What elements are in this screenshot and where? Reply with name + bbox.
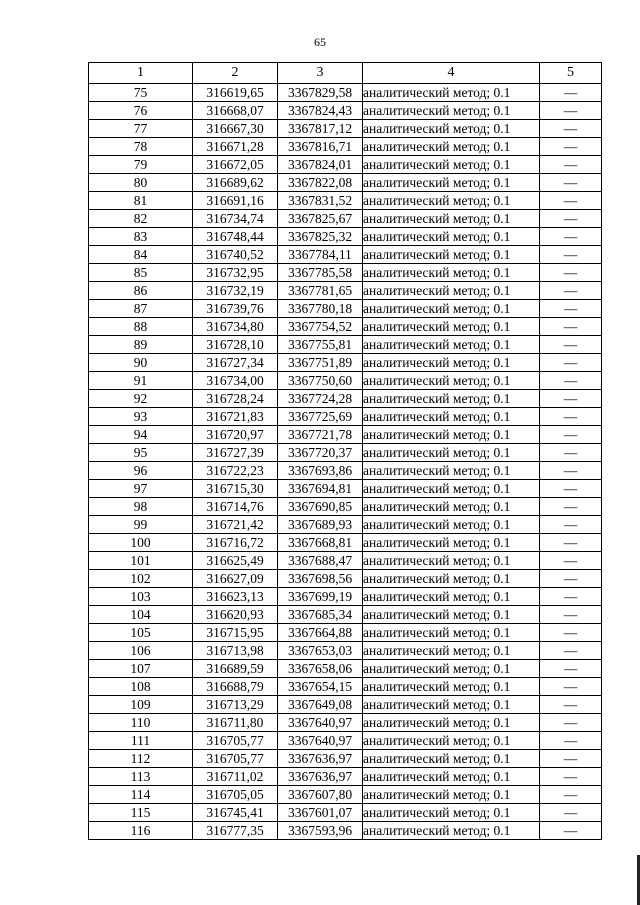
y-coordinate-cell: 3367636,97 bbox=[278, 750, 363, 768]
point-number-cell: 85 bbox=[89, 264, 193, 282]
point-number-cell: 105 bbox=[89, 624, 193, 642]
x-coordinate-cell: 316691,16 bbox=[193, 192, 278, 210]
y-coordinate-cell: 3367694,81 bbox=[278, 480, 363, 498]
x-coordinate-cell: 316689,62 bbox=[193, 174, 278, 192]
y-coordinate-cell: 3367668,81 bbox=[278, 534, 363, 552]
y-coordinate-cell: 3367785,58 bbox=[278, 264, 363, 282]
point-number-cell: 83 bbox=[89, 228, 193, 246]
table-row bbox=[89, 174, 602, 192]
method-cell: аналитический метод; 0.1 bbox=[363, 714, 540, 732]
table-row bbox=[89, 336, 602, 354]
description-cell: — bbox=[540, 768, 602, 786]
method-cell: аналитический метод; 0.1 bbox=[363, 786, 540, 804]
description-cell: — bbox=[540, 282, 602, 300]
y-coordinate-cell: 3367831,52 bbox=[278, 192, 363, 210]
point-number-cell: 90 bbox=[89, 354, 193, 372]
y-coordinate-cell: 3367720,37 bbox=[278, 444, 363, 462]
y-coordinate-cell: 3367784,11 bbox=[278, 246, 363, 264]
x-coordinate-cell: 316727,34 bbox=[193, 354, 278, 372]
description-cell: — bbox=[540, 552, 602, 570]
point-number-cell: 95 bbox=[89, 444, 193, 462]
table-row bbox=[89, 300, 602, 318]
y-coordinate-cell: 3367750,60 bbox=[278, 372, 363, 390]
method-cell: аналитический метод; 0.1 bbox=[363, 318, 540, 336]
table-row bbox=[89, 552, 602, 570]
description-cell: — bbox=[540, 696, 602, 714]
y-coordinate-cell: 3367754,52 bbox=[278, 318, 363, 336]
description-cell: — bbox=[540, 444, 602, 462]
table-row bbox=[89, 480, 602, 498]
description-cell: — bbox=[540, 102, 602, 120]
coordinates-table bbox=[88, 62, 602, 840]
point-number-cell: 75 bbox=[89, 84, 193, 102]
x-coordinate-cell: 316740,52 bbox=[193, 246, 278, 264]
table-row bbox=[89, 138, 602, 156]
table-row bbox=[89, 264, 602, 282]
method-cell: аналитический метод; 0.1 bbox=[363, 588, 540, 606]
method-cell: аналитический метод; 0.1 bbox=[363, 462, 540, 480]
x-coordinate-cell: 316745,41 bbox=[193, 804, 278, 822]
method-cell: аналитический метод; 0.1 bbox=[363, 246, 540, 264]
column-header-number: 1 bbox=[89, 63, 193, 84]
description-cell: — bbox=[540, 804, 602, 822]
method-cell: аналитический метод; 0.1 bbox=[363, 408, 540, 426]
description-cell: — bbox=[540, 606, 602, 624]
point-number-cell: 101 bbox=[89, 552, 193, 570]
point-number-cell: 94 bbox=[89, 426, 193, 444]
y-coordinate-cell: 3367825,32 bbox=[278, 228, 363, 246]
x-coordinate-cell: 316720,97 bbox=[193, 426, 278, 444]
x-coordinate-cell: 316711,02 bbox=[193, 768, 278, 786]
method-cell: аналитический метод; 0.1 bbox=[363, 822, 540, 840]
x-coordinate-cell: 316713,98 bbox=[193, 642, 278, 660]
method-cell: аналитический метод; 0.1 bbox=[363, 174, 540, 192]
y-coordinate-cell: 3367824,43 bbox=[278, 102, 363, 120]
method-cell: аналитический метод; 0.1 bbox=[363, 426, 540, 444]
table-row bbox=[89, 390, 602, 408]
table-row bbox=[89, 444, 602, 462]
description-cell: — bbox=[540, 318, 602, 336]
description-cell: — bbox=[540, 462, 602, 480]
y-coordinate-cell: 3367817,12 bbox=[278, 120, 363, 138]
x-coordinate-cell: 316714,76 bbox=[193, 498, 278, 516]
method-cell: аналитический метод; 0.1 bbox=[363, 264, 540, 282]
point-number-cell: 81 bbox=[89, 192, 193, 210]
point-number-cell: 106 bbox=[89, 642, 193, 660]
y-coordinate-cell: 3367816,71 bbox=[278, 138, 363, 156]
point-number-cell: 111 bbox=[89, 732, 193, 750]
description-cell: — bbox=[540, 408, 602, 426]
table-row bbox=[89, 372, 602, 390]
y-coordinate-cell: 3367607,80 bbox=[278, 786, 363, 804]
y-coordinate-cell: 3367724,28 bbox=[278, 390, 363, 408]
point-number-cell: 80 bbox=[89, 174, 193, 192]
y-coordinate-cell: 3367725,69 bbox=[278, 408, 363, 426]
x-coordinate-cell: 316777,35 bbox=[193, 822, 278, 840]
y-coordinate-cell: 3367640,97 bbox=[278, 714, 363, 732]
x-coordinate-cell: 316711,80 bbox=[193, 714, 278, 732]
x-coordinate-cell: 316728,10 bbox=[193, 336, 278, 354]
column-header-method: 4 bbox=[363, 63, 540, 84]
method-cell: аналитический метод; 0.1 bbox=[363, 732, 540, 750]
table-body bbox=[89, 84, 602, 840]
x-coordinate-cell: 316619,65 bbox=[193, 84, 278, 102]
y-coordinate-cell: 3367654,15 bbox=[278, 678, 363, 696]
method-cell: аналитический метод; 0.1 bbox=[363, 552, 540, 570]
description-cell: — bbox=[540, 300, 602, 318]
method-cell: аналитический метод; 0.1 bbox=[363, 606, 540, 624]
point-number-cell: 98 bbox=[89, 498, 193, 516]
point-number-cell: 116 bbox=[89, 822, 193, 840]
method-cell: аналитический метод; 0.1 bbox=[363, 516, 540, 534]
description-cell: — bbox=[540, 678, 602, 696]
table-row bbox=[89, 246, 602, 264]
y-coordinate-cell: 3367636,97 bbox=[278, 768, 363, 786]
description-cell: — bbox=[540, 174, 602, 192]
x-coordinate-cell: 316728,24 bbox=[193, 390, 278, 408]
table-row bbox=[89, 606, 602, 624]
point-number-cell: 100 bbox=[89, 534, 193, 552]
method-cell: аналитический метод; 0.1 bbox=[363, 642, 540, 660]
point-number-cell: 114 bbox=[89, 786, 193, 804]
x-coordinate-cell: 316620,93 bbox=[193, 606, 278, 624]
y-coordinate-cell: 3367649,08 bbox=[278, 696, 363, 714]
method-cell: аналитический метод; 0.1 bbox=[363, 228, 540, 246]
point-number-cell: 99 bbox=[89, 516, 193, 534]
x-coordinate-cell: 316732,19 bbox=[193, 282, 278, 300]
table-row bbox=[89, 192, 602, 210]
description-cell: — bbox=[540, 210, 602, 228]
description-cell: — bbox=[540, 786, 602, 804]
table-row bbox=[89, 282, 602, 300]
y-coordinate-cell: 3367698,56 bbox=[278, 570, 363, 588]
point-number-cell: 92 bbox=[89, 390, 193, 408]
table-row bbox=[89, 516, 602, 534]
description-cell: — bbox=[540, 660, 602, 678]
point-number-cell: 109 bbox=[89, 696, 193, 714]
table-row bbox=[89, 534, 602, 552]
method-cell: аналитический метод; 0.1 bbox=[363, 282, 540, 300]
column-header-description: 5 bbox=[540, 63, 602, 84]
description-cell: — bbox=[540, 588, 602, 606]
table-row bbox=[89, 678, 602, 696]
y-coordinate-cell: 3367829,58 bbox=[278, 84, 363, 102]
description-cell: — bbox=[540, 156, 602, 174]
description-cell: — bbox=[540, 498, 602, 516]
point-number-cell: 88 bbox=[89, 318, 193, 336]
x-coordinate-cell: 316734,80 bbox=[193, 318, 278, 336]
table-header-row bbox=[89, 63, 602, 84]
x-coordinate-cell: 316713,29 bbox=[193, 696, 278, 714]
point-number-cell: 79 bbox=[89, 156, 193, 174]
x-coordinate-cell: 316705,05 bbox=[193, 786, 278, 804]
description-cell: — bbox=[540, 534, 602, 552]
x-coordinate-cell: 316689,59 bbox=[193, 660, 278, 678]
method-cell: аналитический метод; 0.1 bbox=[363, 192, 540, 210]
table-row bbox=[89, 498, 602, 516]
method-cell: аналитический метод; 0.1 bbox=[363, 660, 540, 678]
method-cell: аналитический метод; 0.1 bbox=[363, 138, 540, 156]
method-cell: аналитический метод; 0.1 bbox=[363, 624, 540, 642]
y-coordinate-cell: 3367640,97 bbox=[278, 732, 363, 750]
description-cell: — bbox=[540, 246, 602, 264]
table-row bbox=[89, 696, 602, 714]
point-number-cell: 115 bbox=[89, 804, 193, 822]
x-coordinate-cell: 316721,83 bbox=[193, 408, 278, 426]
x-coordinate-cell: 316732,95 bbox=[193, 264, 278, 282]
y-coordinate-cell: 3367653,03 bbox=[278, 642, 363, 660]
method-cell: аналитический метод; 0.1 bbox=[363, 768, 540, 786]
point-number-cell: 82 bbox=[89, 210, 193, 228]
x-coordinate-cell: 316715,95 bbox=[193, 624, 278, 642]
description-cell: — bbox=[540, 84, 602, 102]
x-coordinate-cell: 316715,30 bbox=[193, 480, 278, 498]
page-number: 65 bbox=[314, 35, 326, 49]
table-row bbox=[89, 318, 602, 336]
table-row bbox=[89, 660, 602, 678]
point-number-cell: 112 bbox=[89, 750, 193, 768]
point-number-cell: 77 bbox=[89, 120, 193, 138]
method-cell: аналитический метод; 0.1 bbox=[363, 570, 540, 588]
y-coordinate-cell: 3367781,65 bbox=[278, 282, 363, 300]
method-cell: аналитический метод; 0.1 bbox=[363, 696, 540, 714]
description-cell: — bbox=[540, 138, 602, 156]
point-number-cell: 97 bbox=[89, 480, 193, 498]
table-row bbox=[89, 642, 602, 660]
table-row bbox=[89, 786, 602, 804]
point-number-cell: 86 bbox=[89, 282, 193, 300]
y-coordinate-cell: 3367693,86 bbox=[278, 462, 363, 480]
method-cell: аналитический метод; 0.1 bbox=[363, 534, 540, 552]
column-header-x: 2 bbox=[193, 63, 278, 84]
table-row bbox=[89, 750, 602, 768]
x-coordinate-cell: 316716,72 bbox=[193, 534, 278, 552]
table-row bbox=[89, 804, 602, 822]
description-cell: — bbox=[540, 120, 602, 138]
point-number-cell: 93 bbox=[89, 408, 193, 426]
method-cell: аналитический метод; 0.1 bbox=[363, 120, 540, 138]
description-cell: — bbox=[540, 480, 602, 498]
table-row bbox=[89, 768, 602, 786]
table-row bbox=[89, 156, 602, 174]
x-coordinate-cell: 316671,28 bbox=[193, 138, 278, 156]
method-cell: аналитический метод; 0.1 bbox=[363, 444, 540, 462]
table-row bbox=[89, 102, 602, 120]
method-cell: аналитический метод; 0.1 bbox=[363, 678, 540, 696]
description-cell: — bbox=[540, 714, 602, 732]
description-cell: — bbox=[540, 336, 602, 354]
description-cell: — bbox=[540, 624, 602, 642]
x-coordinate-cell: 316705,77 bbox=[193, 732, 278, 750]
point-number-cell: 113 bbox=[89, 768, 193, 786]
x-coordinate-cell: 316721,42 bbox=[193, 516, 278, 534]
x-coordinate-cell: 316667,30 bbox=[193, 120, 278, 138]
method-cell: аналитический метод; 0.1 bbox=[363, 750, 540, 768]
description-cell: — bbox=[540, 390, 602, 408]
point-number-cell: 102 bbox=[89, 570, 193, 588]
y-coordinate-cell: 3367593,96 bbox=[278, 822, 363, 840]
x-coordinate-cell: 316734,74 bbox=[193, 210, 278, 228]
y-coordinate-cell: 3367780,18 bbox=[278, 300, 363, 318]
description-cell: — bbox=[540, 642, 602, 660]
method-cell: аналитический метод; 0.1 bbox=[363, 300, 540, 318]
description-cell: — bbox=[540, 516, 602, 534]
description-cell: — bbox=[540, 228, 602, 246]
point-number-cell: 89 bbox=[89, 336, 193, 354]
method-cell: аналитический метод; 0.1 bbox=[363, 804, 540, 822]
y-coordinate-cell: 3367824,01 bbox=[278, 156, 363, 174]
table-row bbox=[89, 462, 602, 480]
method-cell: аналитический метод; 0.1 bbox=[363, 84, 540, 102]
method-cell: аналитический метод; 0.1 bbox=[363, 390, 540, 408]
point-number-cell: 107 bbox=[89, 660, 193, 678]
table-row bbox=[89, 120, 602, 138]
x-coordinate-cell: 316627,09 bbox=[193, 570, 278, 588]
column-header-y: 3 bbox=[278, 63, 363, 84]
y-coordinate-cell: 3367690,85 bbox=[278, 498, 363, 516]
method-cell: аналитический метод; 0.1 bbox=[363, 354, 540, 372]
point-number-cell: 78 bbox=[89, 138, 193, 156]
y-coordinate-cell: 3367721,78 bbox=[278, 426, 363, 444]
x-coordinate-cell: 316739,76 bbox=[193, 300, 278, 318]
y-coordinate-cell: 3367664,88 bbox=[278, 624, 363, 642]
x-coordinate-cell: 316688,79 bbox=[193, 678, 278, 696]
table-row bbox=[89, 588, 602, 606]
point-number-cell: 104 bbox=[89, 606, 193, 624]
table-row bbox=[89, 714, 602, 732]
table-row bbox=[89, 624, 602, 642]
y-coordinate-cell: 3367601,07 bbox=[278, 804, 363, 822]
method-cell: аналитический метод; 0.1 bbox=[363, 498, 540, 516]
description-cell: — bbox=[540, 750, 602, 768]
point-number-cell: 96 bbox=[89, 462, 193, 480]
description-cell: — bbox=[540, 570, 602, 588]
table-row bbox=[89, 732, 602, 750]
point-number-cell: 76 bbox=[89, 102, 193, 120]
description-cell: — bbox=[540, 354, 602, 372]
point-number-cell: 110 bbox=[89, 714, 193, 732]
point-number-cell: 91 bbox=[89, 372, 193, 390]
method-cell: аналитический метод; 0.1 bbox=[363, 480, 540, 498]
x-coordinate-cell: 316705,77 bbox=[193, 750, 278, 768]
point-number-cell: 87 bbox=[89, 300, 193, 318]
description-cell: — bbox=[540, 192, 602, 210]
table-row bbox=[89, 408, 602, 426]
x-coordinate-cell: 316748,44 bbox=[193, 228, 278, 246]
y-coordinate-cell: 3367689,93 bbox=[278, 516, 363, 534]
table-row bbox=[89, 570, 602, 588]
x-coordinate-cell: 316727,39 bbox=[193, 444, 278, 462]
x-coordinate-cell: 316668,07 bbox=[193, 102, 278, 120]
point-number-cell: 108 bbox=[89, 678, 193, 696]
table-row bbox=[89, 354, 602, 372]
method-cell: аналитический метод; 0.1 bbox=[363, 336, 540, 354]
point-number-cell: 84 bbox=[89, 246, 193, 264]
description-cell: — bbox=[540, 264, 602, 282]
x-coordinate-cell: 316623,13 bbox=[193, 588, 278, 606]
y-coordinate-cell: 3367822,08 bbox=[278, 174, 363, 192]
y-coordinate-cell: 3367685,34 bbox=[278, 606, 363, 624]
description-cell: — bbox=[540, 426, 602, 444]
x-coordinate-cell: 316625,49 bbox=[193, 552, 278, 570]
x-coordinate-cell: 316734,00 bbox=[193, 372, 278, 390]
x-coordinate-cell: 316672,05 bbox=[193, 156, 278, 174]
point-number-cell: 103 bbox=[89, 588, 193, 606]
table-row bbox=[89, 84, 602, 102]
description-cell: — bbox=[540, 822, 602, 840]
method-cell: аналитический метод; 0.1 bbox=[363, 102, 540, 120]
table-row bbox=[89, 822, 602, 840]
y-coordinate-cell: 3367755,81 bbox=[278, 336, 363, 354]
method-cell: аналитический метод; 0.1 bbox=[363, 156, 540, 174]
method-cell: аналитический метод; 0.1 bbox=[363, 210, 540, 228]
y-coordinate-cell: 3367699,19 bbox=[278, 588, 363, 606]
table-row bbox=[89, 228, 602, 246]
y-coordinate-cell: 3367688,47 bbox=[278, 552, 363, 570]
y-coordinate-cell: 3367751,89 bbox=[278, 354, 363, 372]
method-cell: аналитический метод; 0.1 bbox=[363, 372, 540, 390]
table-row bbox=[89, 210, 602, 228]
description-cell: — bbox=[540, 732, 602, 750]
x-coordinate-cell: 316722,23 bbox=[193, 462, 278, 480]
description-cell: — bbox=[540, 372, 602, 390]
y-coordinate-cell: 3367825,67 bbox=[278, 210, 363, 228]
table-row bbox=[89, 426, 602, 444]
y-coordinate-cell: 3367658,06 bbox=[278, 660, 363, 678]
